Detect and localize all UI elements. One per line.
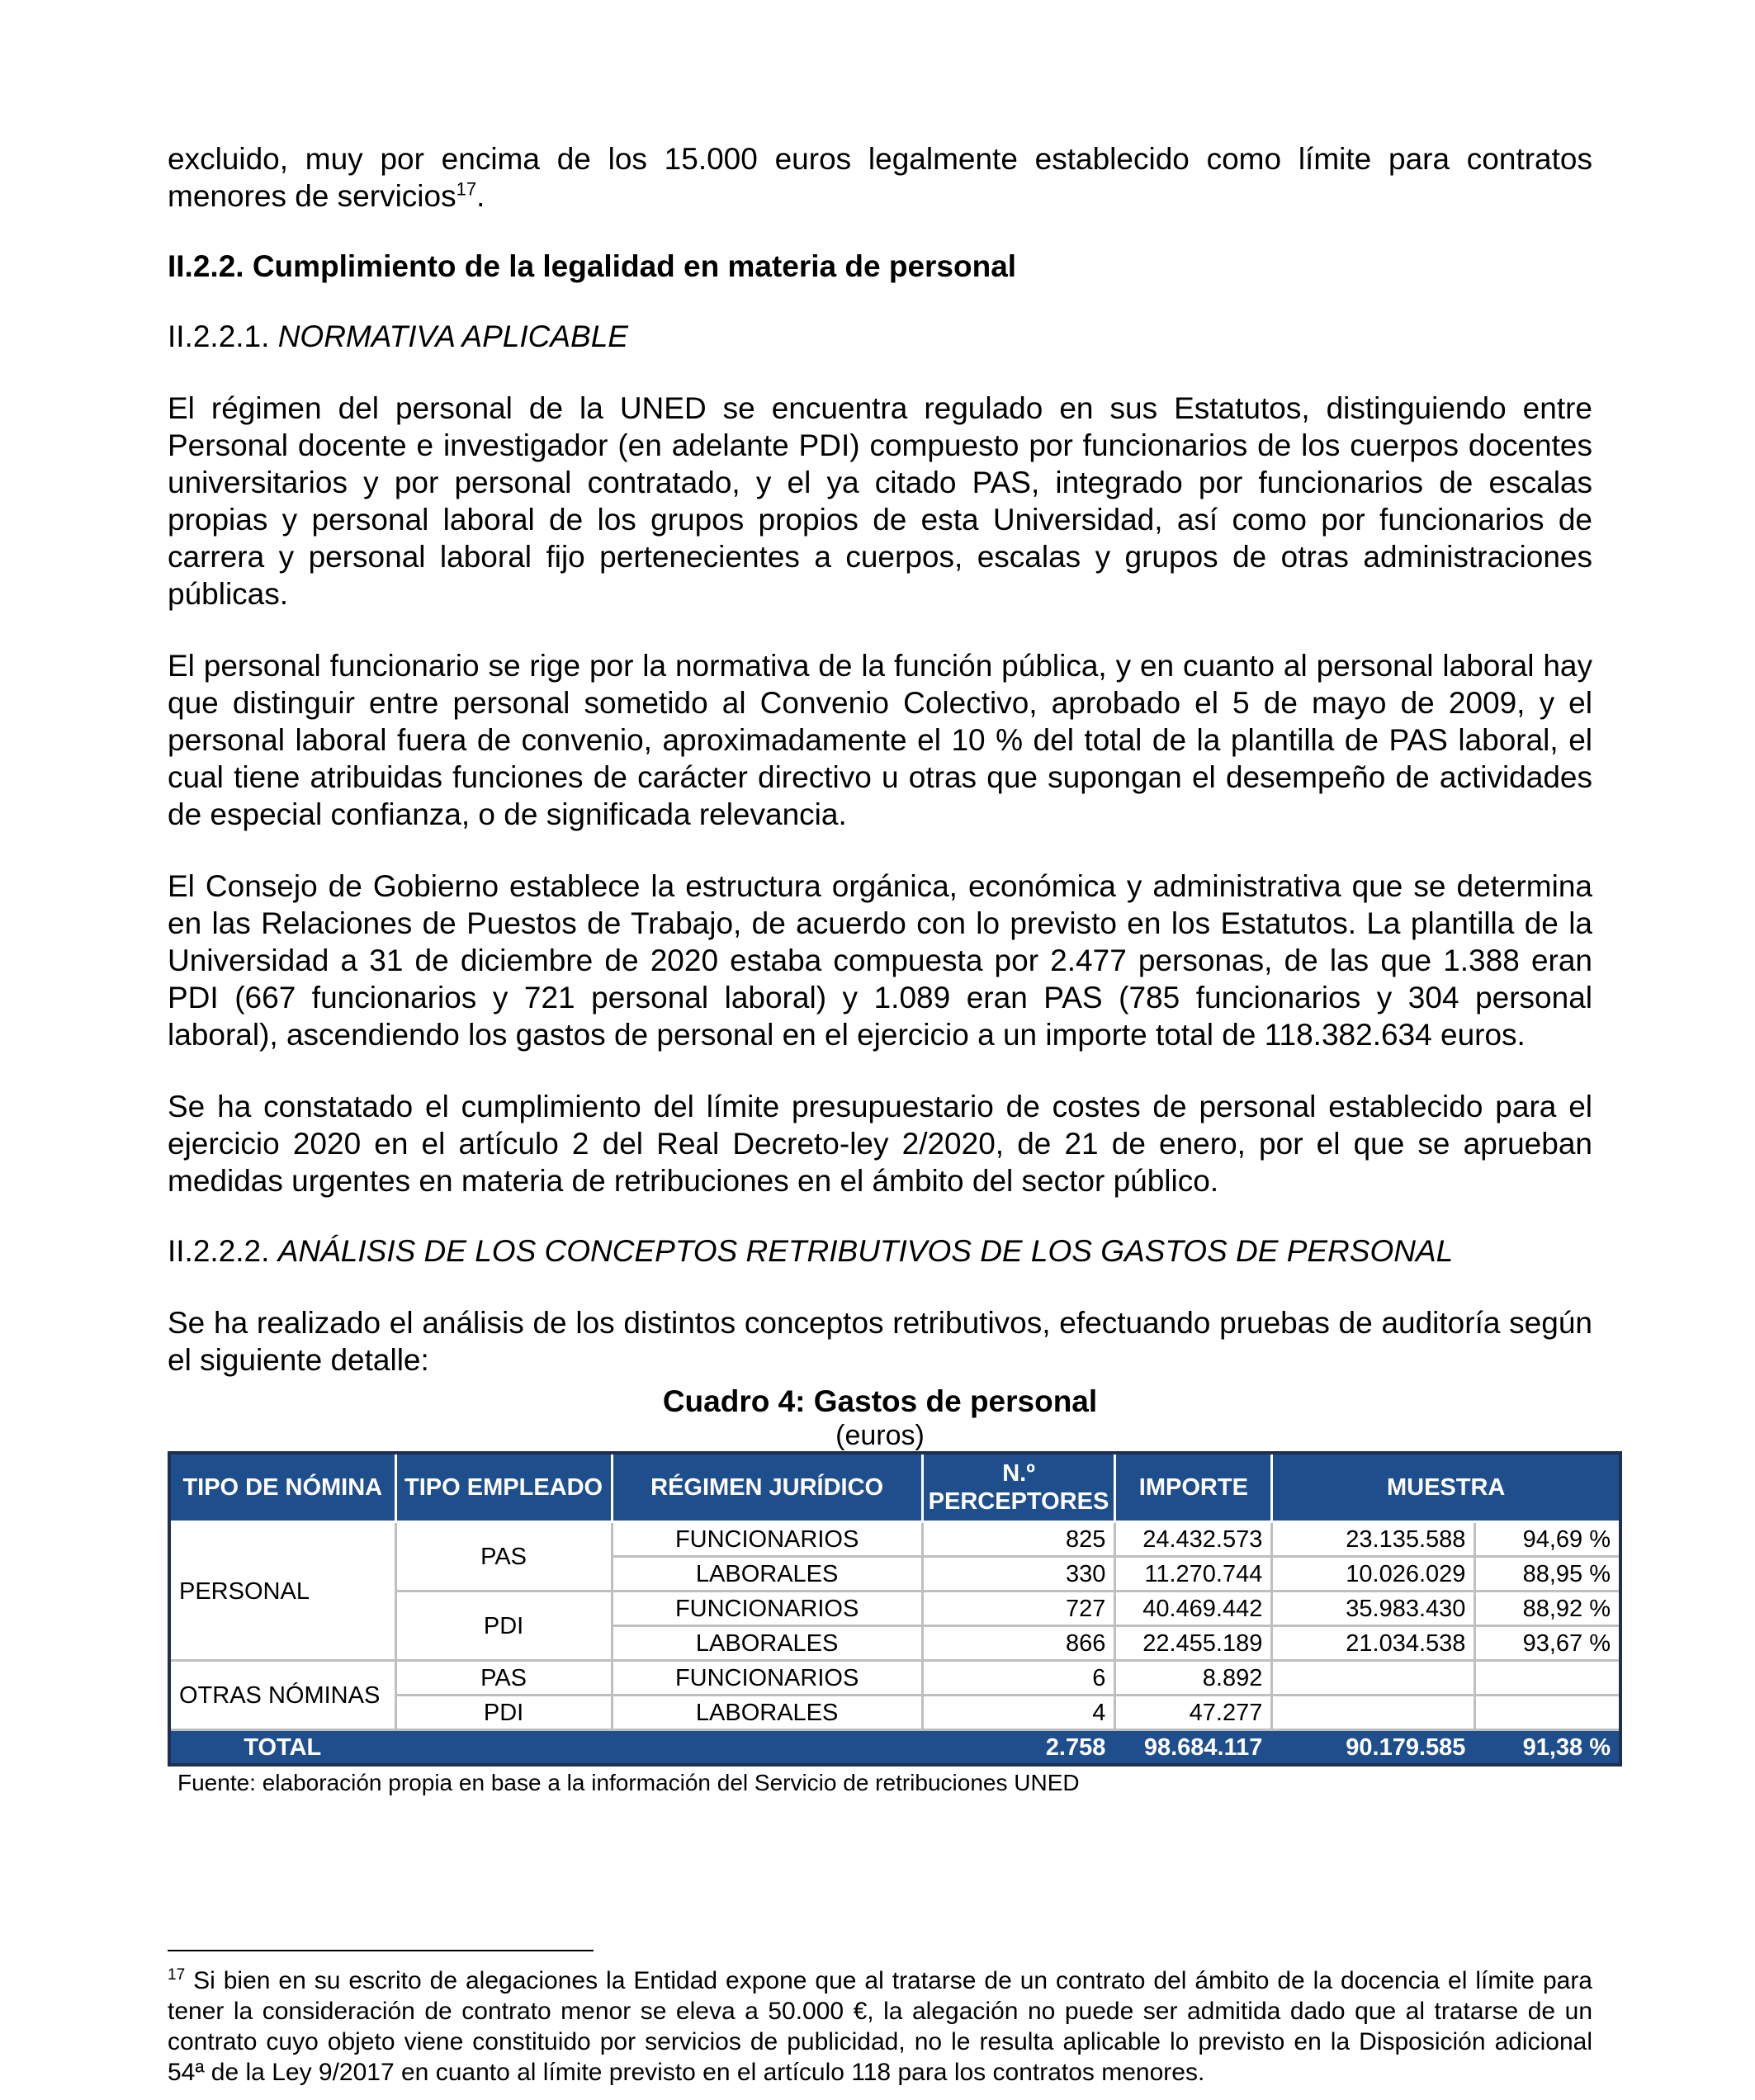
- cell-pct: 94,69 %: [1475, 1522, 1620, 1557]
- table-header-row: [169, 1453, 1620, 1522]
- table-row: [169, 1522, 1620, 1557]
- intro-end: .: [476, 179, 485, 213]
- cell-regimen: LABORALES: [612, 1696, 922, 1730]
- header-perceptores-line1: N.º: [1002, 1460, 1035, 1487]
- group-pdi: PDI: [395, 1592, 612, 1661]
- total-importe: 98.684.117: [1115, 1730, 1272, 1766]
- cell-importe: 11.270.744: [1115, 1557, 1272, 1592]
- header-tipo-empleado: TIPO EMPLEADO: [395, 1453, 612, 1522]
- cell-muestra: [1272, 1696, 1475, 1730]
- table-row: [169, 1661, 1620, 1696]
- cell-pct: 93,67 %: [1475, 1626, 1620, 1661]
- total-perceptores: 2.758: [922, 1730, 1115, 1766]
- table-total-row: [169, 1730, 1620, 1766]
- cell-regimen: LABORALES: [612, 1626, 922, 1661]
- cell-muestra: 21.034.538: [1272, 1626, 1475, 1661]
- footnote-divider: [168, 1950, 594, 1951]
- subsection-heading-1: [168, 318, 1592, 355]
- subsection-heading-2: [168, 1232, 1592, 1270]
- document-page: [168, 140, 1611, 1796]
- total-spacer: [395, 1730, 922, 1766]
- header-tipo-nomina: TIPO DE NÓMINA: [169, 1453, 395, 1522]
- cell-importe: 40.469.442: [1115, 1592, 1272, 1626]
- cell-regimen: FUNCIONARIOS: [612, 1661, 922, 1696]
- intro-text: excluido, muy por encima de los 15.000 euros legalmente establecido como límite para contratos menores de servicios: [168, 142, 1592, 213]
- section-title: II.2.2. Cumplimiento de la legalidad en materia de personal: [168, 249, 1017, 283]
- paragraph-limite: Se ha constatado el cumplimiento del límite presupuestario de costes de personal establecido para el ejercicio 2020 en el artículo 2 del Real Decreto-ley 2/2020, de 21 de enero, por el que se aprueban medidas urgentes en materia de retribuciones en el ámbito del sector público.: [168, 1090, 1592, 1198]
- table-source: Fuente: elaboración propia en base a la información del Servicio de retribuciones UNED: [177, 1770, 1080, 1795]
- footnote-reference[interactable]: 17: [456, 178, 477, 200]
- cell-muestra: [1272, 1661, 1475, 1696]
- cell-importe: 24.432.573: [1115, 1522, 1272, 1557]
- cell-pct: [1475, 1661, 1620, 1696]
- cell-regimen: LABORALES: [612, 1557, 922, 1592]
- cell-regimen: FUNCIONARIOS: [612, 1522, 922, 1557]
- cell-importe: 47.277: [1115, 1696, 1272, 1730]
- cell-muestra: 23.135.588: [1272, 1522, 1475, 1557]
- cell-regimen: FUNCIONARIOS: [612, 1592, 922, 1626]
- cell-perceptores: 727: [922, 1592, 1115, 1626]
- cell-perceptores: 866: [922, 1626, 1115, 1661]
- subsection-number: II.2.2.2.: [168, 1234, 270, 1268]
- footnote-text: Si bien en su escrito de alegaciones la Entidad expone que al tratarse de un contrato del ámbito de la docencia el límite para tener la consideración de contrato menor se eleva a 50.000 €, la alegación no puede ser admitida dado que al tratarse de un contrato cuyo objeto viene constituido por servicios de publicidad, no le resulta aplicable lo previsto en la Disposición adicional 54ª de la Ley 9/2017 en cuanto al límite previsto en el artículo 118 para los contratos menores.: [168, 1967, 1592, 2086]
- header-perceptores-line2: PERCEPTORES: [928, 1488, 1109, 1515]
- header-importe: IMPORTE: [1115, 1453, 1272, 1522]
- cell-perceptores: 6: [922, 1661, 1115, 1696]
- subsection-title: ANÁLISIS DE LOS CONCEPTOS RETRIBUTIVOS DE LOS GASTOS DE PERSONAL: [277, 1234, 1454, 1268]
- paragraph-regimen: El régimen del personal de la UNED se encuentra regulado en sus Estatutos, distinguiendo entre Personal docente e investigador (en adelante PDI) compuesto por funcionarios de los cuerpos docentes universitarios y por personal contratado, y el ya citado PAS, integrado por funcionarios de escalas propias y personal laboral de los grupos propios de esta Universidad, así como por funcionarios de carrera y personal laboral fijo pertenecientes a cuerpos, escalas y grupos de otras administraciones públicas.: [168, 391, 1592, 611]
- paragraph-analisis: Se ha realizado el análisis de los distintos conceptos retributivos, efectuando pruebas de auditoría según el siguiente detalle:: [168, 1306, 1592, 1377]
- subsection-number: II.2.2.1.: [168, 319, 270, 353]
- cell-importe: 8.892: [1115, 1661, 1272, 1696]
- cell-pct: 88,92 %: [1475, 1592, 1620, 1626]
- group-pas: PAS: [395, 1522, 612, 1592]
- cell-pct: 88,95 %: [1475, 1557, 1620, 1592]
- paragraph-funcionario: El personal funcionario se rige por la normativa de la función pública, y en cuanto al personal laboral hay que distinguir entre personal sometido al Convenio Colectivo, aprobado el 5 de mayo de 2009, y el personal laboral fuera de convenio, aproximadamente el 10 % del total de la plantilla de PAS laboral, el cual tiene atribuidas funciones de carácter directivo u otras que supongan el desempeño de actividades de especial confianza, o de significada relevancia.: [168, 649, 1592, 831]
- intro-paragraph: [168, 140, 1592, 215]
- cell-empleado: PAS: [395, 1661, 612, 1696]
- group-personal: PERSONAL: [169, 1522, 395, 1661]
- footnote: [168, 1965, 1592, 2088]
- header-regimen: RÉGIMEN JURÍDICO: [612, 1453, 922, 1522]
- cell-empleado: PDI: [395, 1696, 612, 1730]
- header-perceptores: [922, 1453, 1115, 1522]
- table-units: (euros): [835, 1420, 925, 1451]
- group-otras-nominas: OTRAS NÓMINAS: [169, 1661, 395, 1730]
- cell-perceptores: 825: [922, 1522, 1115, 1557]
- table-caption: Cuadro 4: Gastos de personal: [662, 1384, 1098, 1418]
- subsection-title: NORMATIVA APLICABLE: [277, 319, 628, 353]
- personal-expenses-table: [168, 1451, 1622, 1767]
- header-muestra: MUESTRA: [1272, 1453, 1620, 1522]
- total-pct: 91,38 %: [1475, 1730, 1620, 1766]
- cell-perceptores: 4: [922, 1696, 1115, 1730]
- footnote-number: 17: [168, 1966, 186, 1984]
- total-label: TOTAL: [169, 1730, 395, 1766]
- cell-pct: [1475, 1696, 1620, 1730]
- paragraph-consejo: El Consejo de Gobierno establece la estructura orgánica, económica y administrativa que se determina en las Relaciones de Puestos de Trabajo, de acuerdo con lo previsto en los Estatutos. La plantilla de la Universidad a 31 de diciembre de 2020 estaba compuesta por 2.477 personas, de las que 1.388 eran PDI (667 funcionarios y 721 personal laboral) y 1.089 eran PAS (785 funcionarios y 304 personal laboral), ascendiendo los gastos de personal en el ejercicio a un importe total de 118.382.634 euros.: [168, 869, 1592, 1052]
- total-muestra: 90.179.585: [1272, 1730, 1475, 1766]
- cell-perceptores: 330: [922, 1557, 1115, 1592]
- cell-muestra: 10.026.029: [1272, 1557, 1475, 1592]
- cell-importe: 22.455.189: [1115, 1626, 1272, 1661]
- cell-muestra: 35.983.430: [1272, 1592, 1475, 1626]
